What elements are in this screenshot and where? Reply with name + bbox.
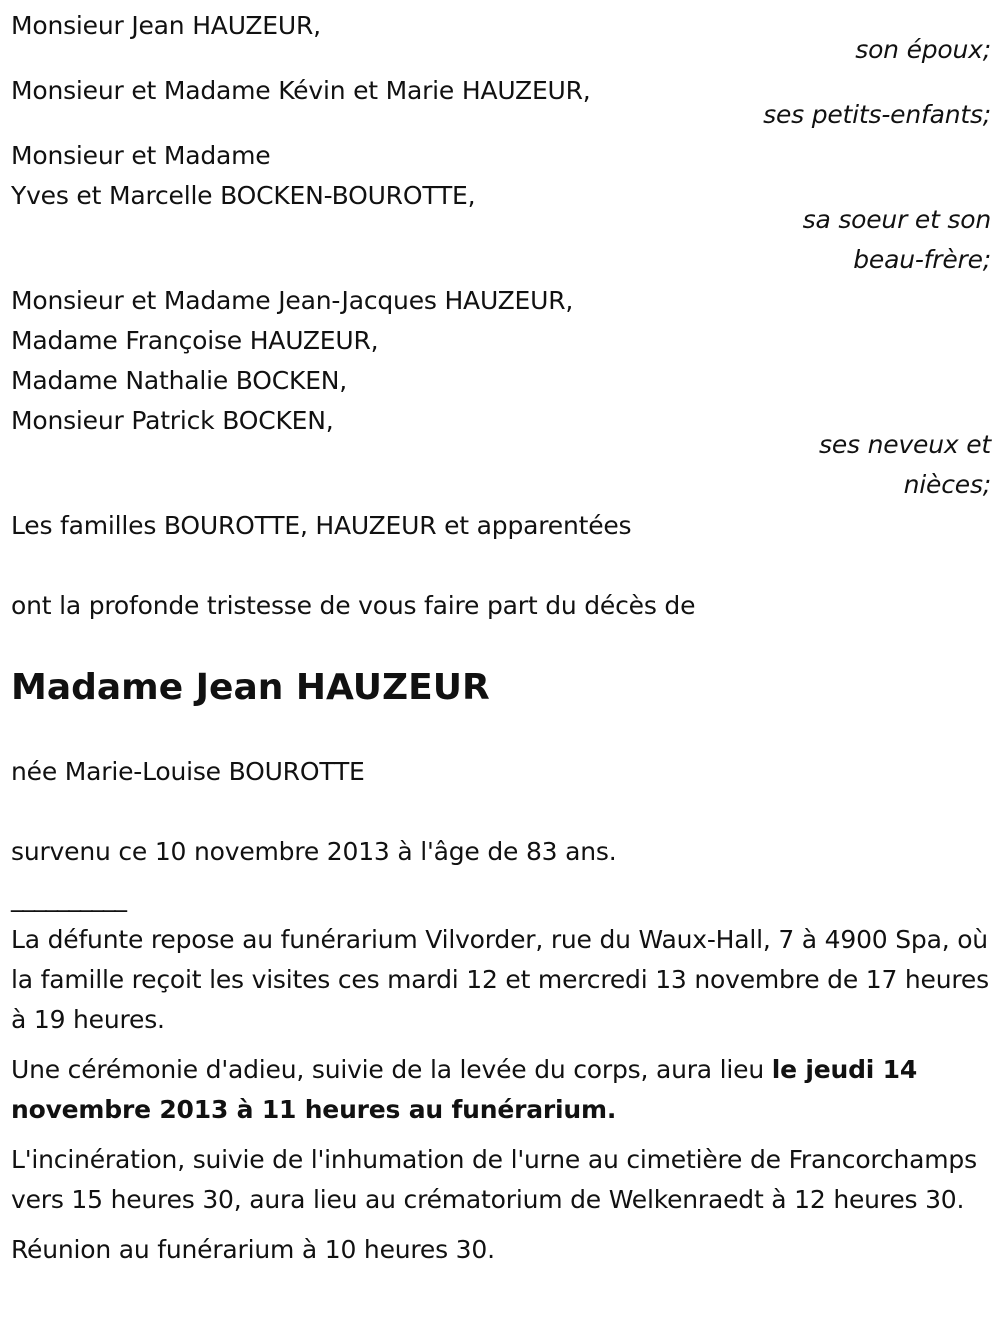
ceremony-date: le jeudi 14 novembre 2013 à 11 heures au funérarium. (11, 1055, 918, 1124)
meeting-paragraph: Réunion au funérarium à 10 heures 30. (11, 1235, 495, 1264)
other-families: Les familles BOUROTTE, HAUZEUR et apparentées (11, 511, 632, 540)
family-name-line: Monsieur et Madame Jean-Jacques HAUZEUR, (11, 286, 574, 315)
spacer (11, 792, 991, 832)
birth-name: née Marie-Louise BOUROTTE (11, 757, 365, 786)
family-name-line: Madame Nathalie BOCKEN, (11, 366, 348, 395)
family-name-line: Monsieur Jean HAUZEUR, (11, 11, 321, 40)
family-relation: sa soeur et son (802, 205, 991, 234)
family-relation: son époux; (855, 35, 991, 64)
family-name-line: Madame Françoise HAUZEUR, (11, 326, 379, 355)
cremation-paragraph: L'incinération, suivie de l'inhumation de l'urne au cimetière de Francorchamps vers 15 heures 30, aura lieu au crématorium de Welkenraedt à 12 heures 30. (11, 1145, 977, 1214)
family-group (11, 6, 991, 70)
spacer (11, 626, 991, 666)
announcement-text: ont la profonde tristesse de vous faire part du décès de (11, 591, 696, 620)
family-relation: beau-frère; (853, 245, 991, 274)
obituary-notice (11, 6, 991, 1280)
family-group (11, 281, 991, 505)
deceased-name: Madame Jean HAUZEUR (11, 667, 490, 708)
family-group (11, 136, 991, 280)
rest-paragraph: La défunte repose au funérarium Vilvorder, rue du Waux-Hall, 7 à 4900 Spa, où la famille reçoit les visites ces mardi 12 et mercredi 13 novembre de 17 heures à 19 heures. (11, 925, 989, 1034)
spacer (11, 546, 991, 586)
ceremony-paragraph (11, 1050, 991, 1130)
separator-line: __________ (11, 883, 126, 912)
family-name-line: Yves et Marcelle BOCKEN-BOUROTTE, (11, 181, 476, 210)
family-relation: ses neveux et (819, 430, 991, 459)
family-name-line: Monsieur et Madame Kévin et Marie HAUZEUR, (11, 76, 591, 105)
death-info: survenu ce 10 novembre 2013 à l'âge de 83 ans. (11, 837, 617, 866)
family-group (11, 71, 991, 135)
family-name-line: Monsieur et Madame (11, 141, 271, 170)
family-name-line: Monsieur Patrick BOCKEN, (11, 406, 334, 435)
spacer (11, 710, 991, 752)
family-relation: nièces; (903, 470, 991, 499)
ceremony-text: Une cérémonie d'adieu, suivie de la levée du corps, aura lieu (11, 1055, 772, 1084)
family-relation: ses petits-enfants; (763, 100, 991, 129)
